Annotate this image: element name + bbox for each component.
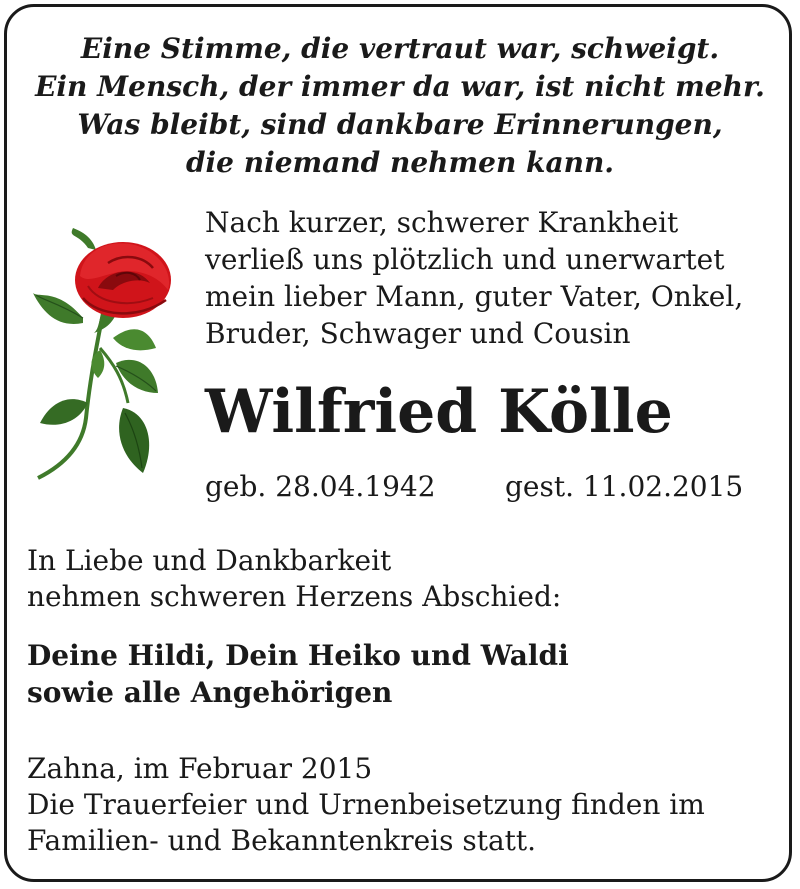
intro-line-4: Bruder, Schwager und Cousin bbox=[205, 317, 631, 350]
footer-place-date: Zahna, im Februar 2015 bbox=[27, 752, 373, 785]
life-dates bbox=[205, 469, 744, 505]
thanks-line-2: nehmen schweren Herzens Abschied: bbox=[27, 580, 562, 613]
verse-line-2: Ein Mensch, der immer da war, ist nicht mehr. bbox=[35, 70, 765, 103]
footer-text bbox=[27, 751, 705, 859]
intro-text bbox=[205, 204, 743, 352]
family-line-2: sowie alle Angehörigen bbox=[27, 676, 393, 709]
verse-line-4: die niemand nehmen kann. bbox=[185, 146, 615, 179]
thanks-text bbox=[27, 543, 561, 615]
death-date: gest. 11.02.2015 bbox=[505, 470, 744, 503]
intro-line-1: Nach kurzer, schwerer Krankheit bbox=[205, 206, 679, 239]
red-rose-icon bbox=[28, 228, 178, 486]
verse-line-3: Was bleibt, sind dankbare Erinnerungen, bbox=[77, 108, 723, 141]
intro-line-2: verließ uns plötzlich und unerwartet bbox=[205, 243, 725, 276]
intro-line-3: mein lieber Mann, guter Vater, Onkel, bbox=[205, 280, 744, 313]
thanks-line-1: In Liebe und Dankbarkeit bbox=[27, 544, 392, 577]
family-names bbox=[27, 637, 569, 711]
deceased-name: Wilfried Kölle bbox=[205, 377, 673, 447]
verse-block bbox=[0, 30, 800, 182]
verse-line-1: Eine Stimme, die vertraut war, schweigt. bbox=[80, 32, 720, 65]
footer-line-2: Die Trauerfeier und Urnenbeisetzung finden im bbox=[27, 788, 705, 821]
family-line-1: Deine Hildi, Dein Heiko und Waldi bbox=[27, 639, 569, 672]
footer-line-3: Familien- und Bekanntenkreis statt. bbox=[27, 824, 537, 857]
birth-date: geb. 28.04.1942 bbox=[205, 470, 436, 503]
